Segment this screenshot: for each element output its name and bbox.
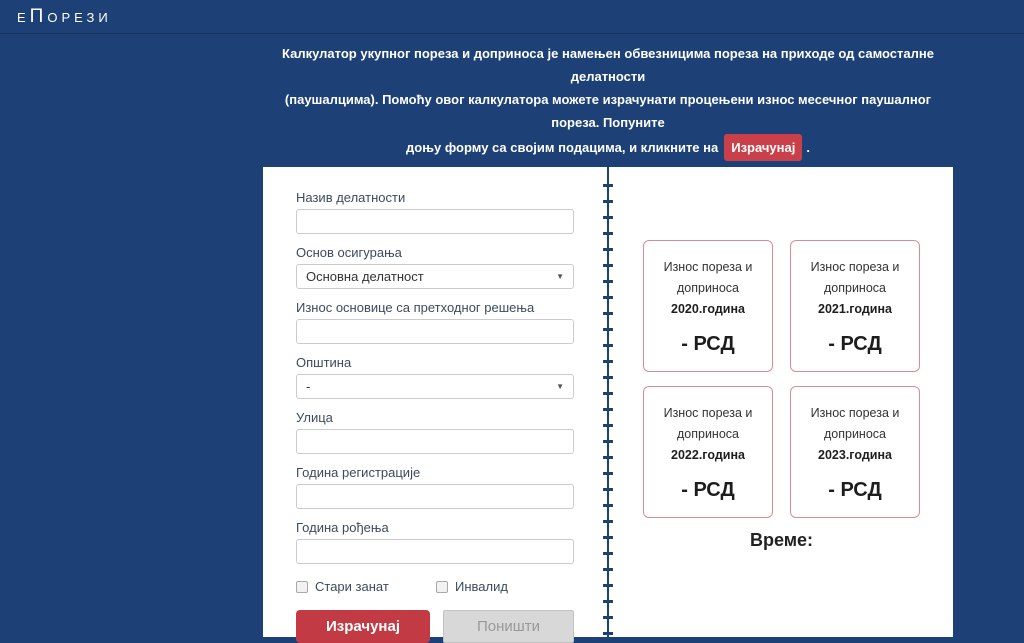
result-box-2020 <box>643 240 773 372</box>
calculator-panel <box>263 167 953 637</box>
result-2023-line1: Износ пореза и <box>810 405 900 420</box>
insurance-basis-selected-value: Основна делатност <box>306 269 424 284</box>
result-2021-line1: Износ пореза и <box>810 259 900 274</box>
municipality-select[interactable] <box>296 374 574 399</box>
result-2022-year: 2022.година <box>671 447 745 462</box>
field-group-street <box>296 410 574 454</box>
result-2023-line2: доприноса <box>823 426 886 441</box>
calculate-inline-badge: Израчунај <box>724 134 802 161</box>
registration-year-label: Година регистрације <box>296 465 421 480</box>
checkbox-row <box>296 579 574 594</box>
chevron-down-icon: ▼ <box>556 272 564 281</box>
page-content <box>263 34 953 637</box>
base-amount-label: Износ основице са претходног решења <box>296 300 535 315</box>
result-2023-year: 2023.година <box>818 447 892 462</box>
registration-year-input[interactable] <box>296 484 574 509</box>
reset-button[interactable]: Поништи <box>443 610 574 643</box>
invalid-label: Инвалид <box>455 579 508 594</box>
intro-line-1: Калкулатор укупног пореза и доприноса је намењен обвезницима пореза на приходе од самосталне делатности <box>282 46 934 84</box>
results-column <box>609 167 953 637</box>
birth-year-label: Година рођења <box>296 520 389 535</box>
field-group-activity-name <box>296 190 574 234</box>
calculate-button[interactable]: Израчунај <box>296 610 430 643</box>
activity-name-label: Назив делатности <box>296 190 406 205</box>
old-craft-checkbox[interactable] <box>296 581 308 593</box>
result-2022-line2: доприноса <box>676 426 739 441</box>
birth-year-input[interactable] <box>296 539 574 564</box>
result-2020-value: - РСД <box>681 332 735 355</box>
result-2020-line2: доприноса <box>676 280 739 295</box>
intro-line-2: (паушалцима). Помоћу овог калкулатора можете израчунати процењени износ месечног паушалног пореза. Попуните <box>284 92 932 130</box>
invalid-checkbox-item[interactable] <box>436 579 508 594</box>
invalid-checkbox[interactable] <box>436 581 448 593</box>
field-group-registration-year <box>296 465 574 509</box>
old-craft-checkbox-item[interactable] <box>296 579 436 594</box>
form-column <box>263 167 607 637</box>
chevron-down-icon: ▼ <box>556 382 564 391</box>
old-craft-label: Стари занат <box>315 579 389 594</box>
result-2021-line2: доприноса <box>823 280 886 295</box>
street-label: Улица <box>296 410 333 425</box>
base-amount-input[interactable] <box>296 319 574 344</box>
app-header <box>0 0 1024 34</box>
intro-line-3 <box>263 134 953 161</box>
eporezi-logo[interactable]: еПорези <box>17 5 112 27</box>
municipality-label: Општина <box>296 355 352 370</box>
field-group-municipality <box>296 355 574 399</box>
dashed-divider <box>607 167 609 637</box>
insurance-basis-label: Основ осигурања <box>296 245 402 260</box>
insurance-basis-select[interactable] <box>296 264 574 289</box>
result-2020-year: 2020.година <box>671 301 745 316</box>
result-2022-value: - РСД <box>681 478 735 501</box>
result-2021-year: 2021.година <box>818 301 892 316</box>
result-box-2023 <box>790 386 920 518</box>
field-group-base-amount <box>296 300 574 344</box>
intro-line-3-suffix: . <box>806 140 810 155</box>
results-grid <box>643 240 920 518</box>
result-2023-value: - РСД <box>828 478 882 501</box>
time-label: Време: <box>749 530 814 550</box>
municipality-selected-value: - <box>306 379 311 394</box>
result-box-2021 <box>790 240 920 372</box>
activity-name-input[interactable] <box>296 209 574 234</box>
button-row <box>296 610 574 643</box>
field-group-birth-year <box>296 520 574 564</box>
intro-text <box>263 34 953 161</box>
result-box-2022 <box>643 386 773 518</box>
intro-line-3-prefix: доњу форму са својим подацима, и кликните на <box>406 140 719 155</box>
street-input[interactable] <box>296 429 574 454</box>
field-group-insurance-basis <box>296 245 574 289</box>
result-2021-value: - РСД <box>828 332 882 355</box>
result-2022-line1: Износ пореза и <box>663 405 753 420</box>
result-2020-line1: Износ пореза и <box>663 259 753 274</box>
